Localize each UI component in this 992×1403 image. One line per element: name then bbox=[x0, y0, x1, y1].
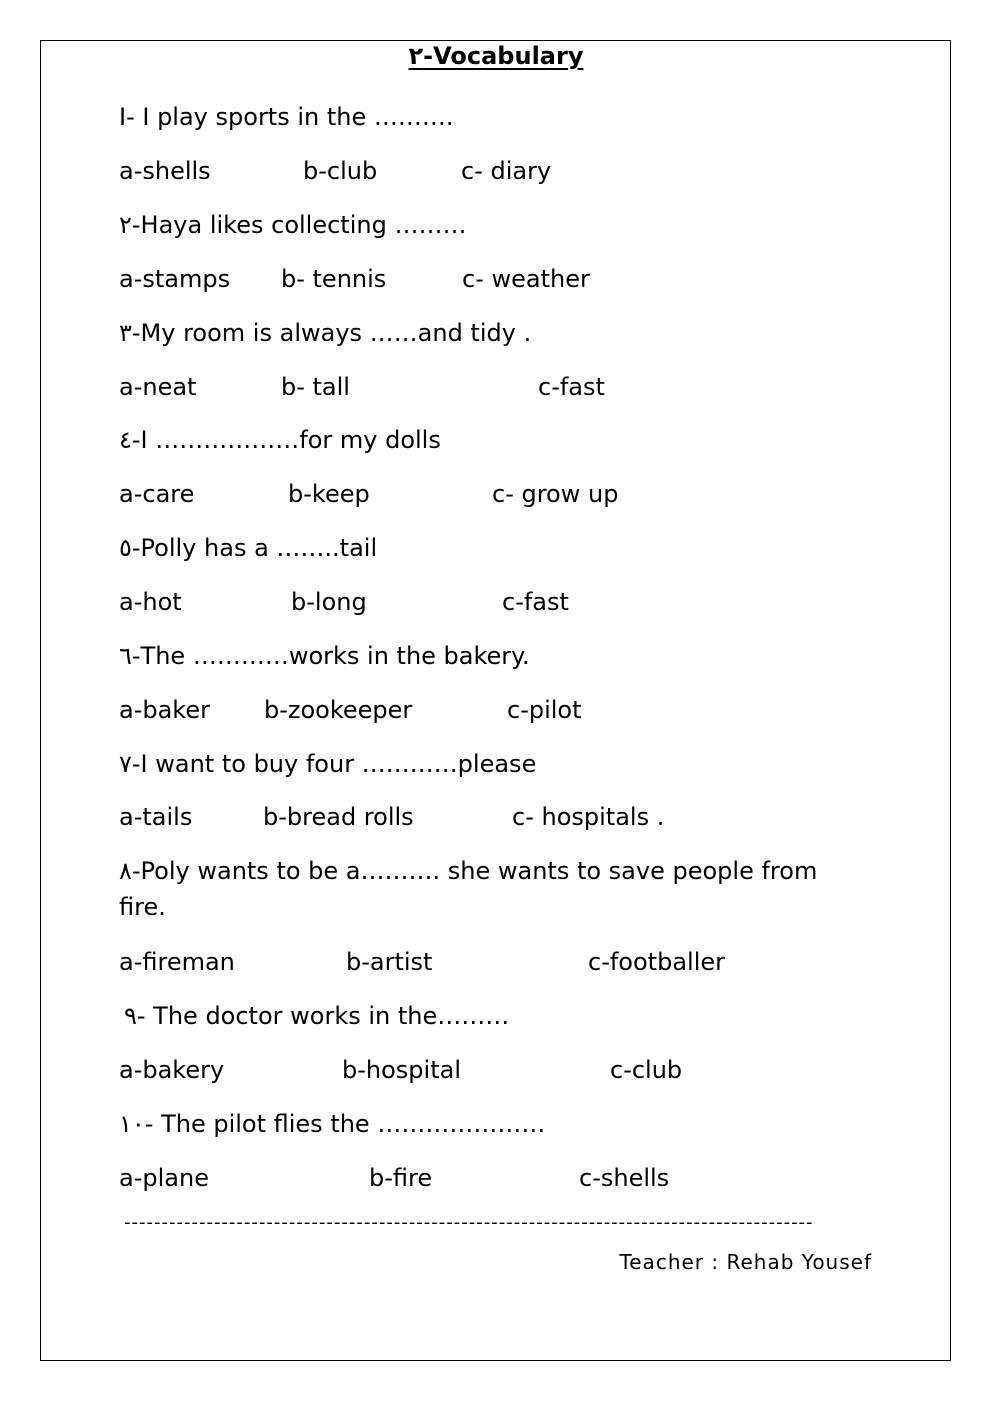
question-2: ٢-Haya likes collecting ……… bbox=[119, 211, 467, 239]
question-9-option-b: b-hospital bbox=[342, 1056, 461, 1084]
question-6-option-b: b-zookeeper bbox=[264, 696, 413, 724]
question-3-option-c: c-fast bbox=[538, 373, 605, 401]
dashed-separator: -------------------------------------------------------------------------------------------- bbox=[124, 1212, 814, 1233]
question-4: ٤-I ………………for my dolls bbox=[119, 426, 441, 454]
question-4-option-c: c- grow up bbox=[492, 480, 619, 508]
question-3-option-a: a-neat bbox=[119, 373, 197, 401]
question-1-option-b: b-club bbox=[303, 157, 378, 185]
question-8-option-a: a-fireman bbox=[119, 948, 235, 976]
worksheet-title: ٢-Vocabulary bbox=[408, 42, 584, 70]
question-5: ٥-Polly has a ……..tail bbox=[119, 534, 378, 562]
question-9-option-c: c-club bbox=[610, 1056, 683, 1084]
question-5-option-b: b-long bbox=[291, 588, 367, 616]
question-1-option-c: c- diary bbox=[461, 157, 552, 185]
question-10-option-b: b-fire bbox=[369, 1164, 433, 1192]
question-6: ٦-The …………works in the bakery. bbox=[119, 642, 530, 670]
question-2-option-c: c- weather bbox=[462, 265, 590, 293]
question-3: ٣-My room is always ……and tidy . bbox=[119, 319, 532, 347]
question-4-option-b: b-keep bbox=[288, 480, 370, 508]
question-6-option-a: a-baker bbox=[119, 696, 210, 724]
question-8-option-b: b-artist bbox=[346, 948, 433, 976]
question-7: ٧-I want to buy four …………please bbox=[119, 750, 537, 778]
question-10-option-c: c-shells bbox=[579, 1164, 670, 1192]
question-10: ١٠- The pilot flies the ………………… bbox=[119, 1110, 546, 1138]
question-1: I- I play sports in the ………. bbox=[119, 103, 454, 131]
question-7-option-b: b-bread rolls bbox=[263, 803, 414, 831]
question-5-option-a: a-hot bbox=[119, 588, 182, 616]
question-10-option-a: a-plane bbox=[119, 1164, 209, 1192]
teacher-credit: Teacher : Rehab Yousef bbox=[619, 1250, 872, 1274]
question-7-option-a: a-tails bbox=[119, 803, 193, 831]
question-2-option-b: b- tennis bbox=[281, 265, 387, 293]
question-2-option-a: a-stamps bbox=[119, 265, 231, 293]
question-8: ٨-Poly wants to be a………. she wants to save people from fire. bbox=[119, 857, 818, 921]
question-3-option-b: b- tall bbox=[281, 373, 350, 401]
question-7-option-c: c- hospitals . bbox=[512, 803, 665, 831]
question-4-option-a: a-care bbox=[119, 480, 195, 508]
question-9: ٩- The doctor works in the……… bbox=[124, 1002, 510, 1030]
question-1-option-a: a-shells bbox=[119, 157, 211, 185]
question-8-option-c: c-footballer bbox=[588, 948, 725, 976]
question-6-option-c: c-pilot bbox=[507, 696, 582, 724]
question-5-option-c: c-fast bbox=[502, 588, 569, 616]
question-9-option-a: a-bakery bbox=[119, 1056, 225, 1084]
